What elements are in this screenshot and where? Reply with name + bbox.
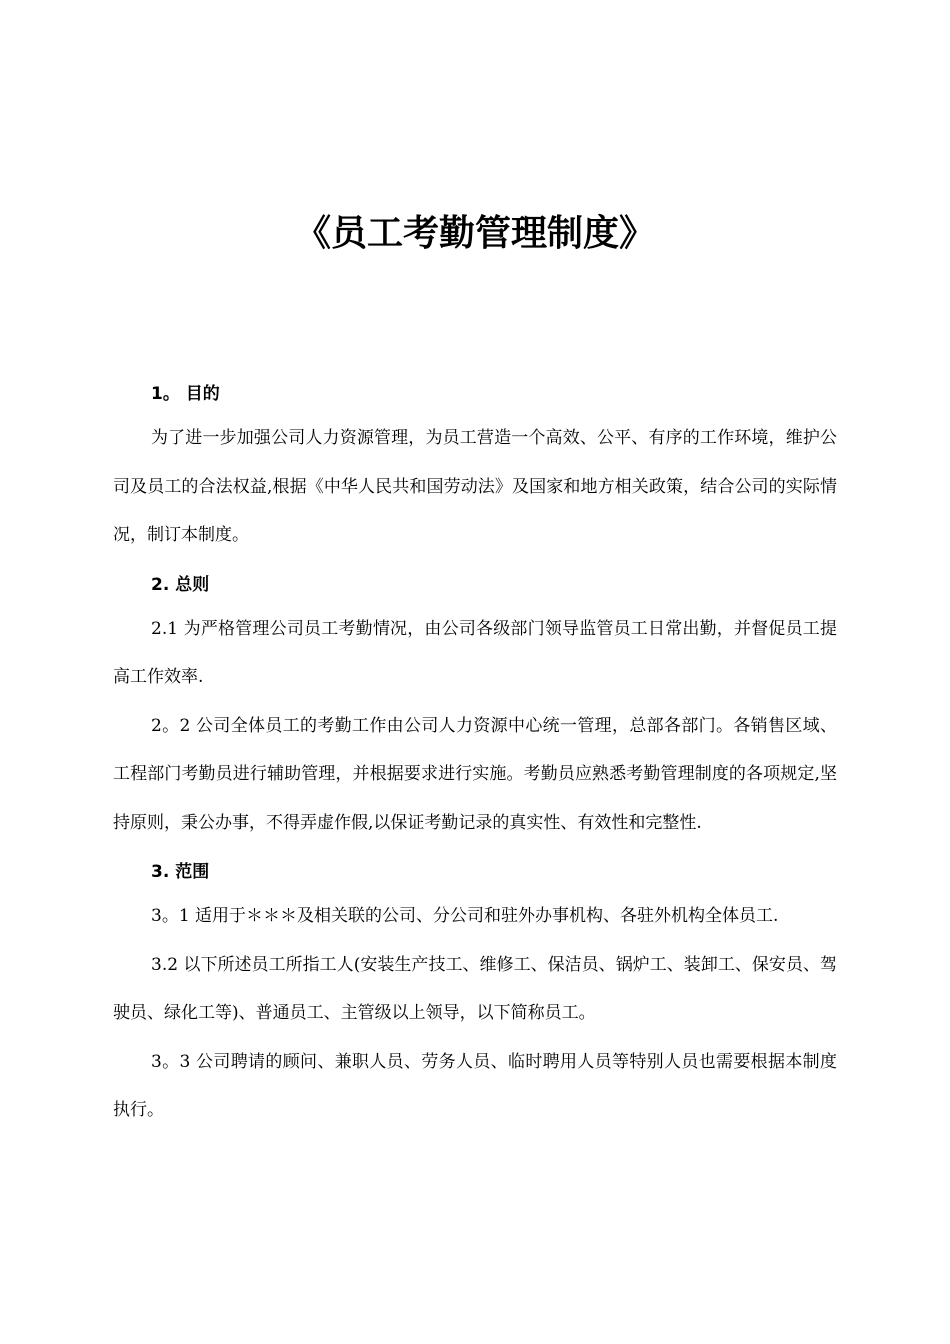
section-heading-general: 2. 总则 xyxy=(151,574,210,595)
document-title: 《员工考勤管理制度》 xyxy=(294,213,655,254)
paragraph: 2。2 公司全体员工的考勤工作由公司人力资源中心统一管理，总部各部门。各销售区域、工程部门考勤员进行辅助管理，并根据要求进行实施。考勤员应熟悉考勤管理制度的各项规定,坚持原则，秉公办事，不得弄虚作假,以保证考勤记录的真实性、有效性和完整性. xyxy=(113,715,837,833)
paragraph: 为了进一步加强公司人力资源管理，为员工营造一个高效、公平、有序的工作环境，维护公司及员工的合法权益,根据《中华人民共和国劳动法》及国家和地方相关政策，结合公司的实际情况，制订本制度。 xyxy=(113,428,837,545)
section-heading-scope: 3. 范围 xyxy=(151,862,210,882)
paragraph: 3.2 以下所述员工所指工人(安装生产技工、维修工、保洁员、锅炉工、装卸工、保安员、驾驶员、绿化工等)、普通员工、主管级以上领导，以下简称员工。 xyxy=(113,954,837,1023)
paragraph: 3。3 公司聘请的顾问、兼职人员、劳务人员、临时聘用人员等特别人员也需要根据本制度执行。 xyxy=(113,1051,837,1120)
document-body xyxy=(113,375,837,1135)
section-heading-purpose: 1。 目的 xyxy=(151,384,220,404)
paragraph: 3。1 适用于＊＊＊及相关联的公司、分公司和驻外办事机构、各驻外机构全体员工. xyxy=(151,906,779,926)
paragraph: 2.1 为严格管理公司员工考勤情况，由公司各级部门领导监管员工日常出勤，并督促员工提高工作效率. xyxy=(113,618,837,687)
